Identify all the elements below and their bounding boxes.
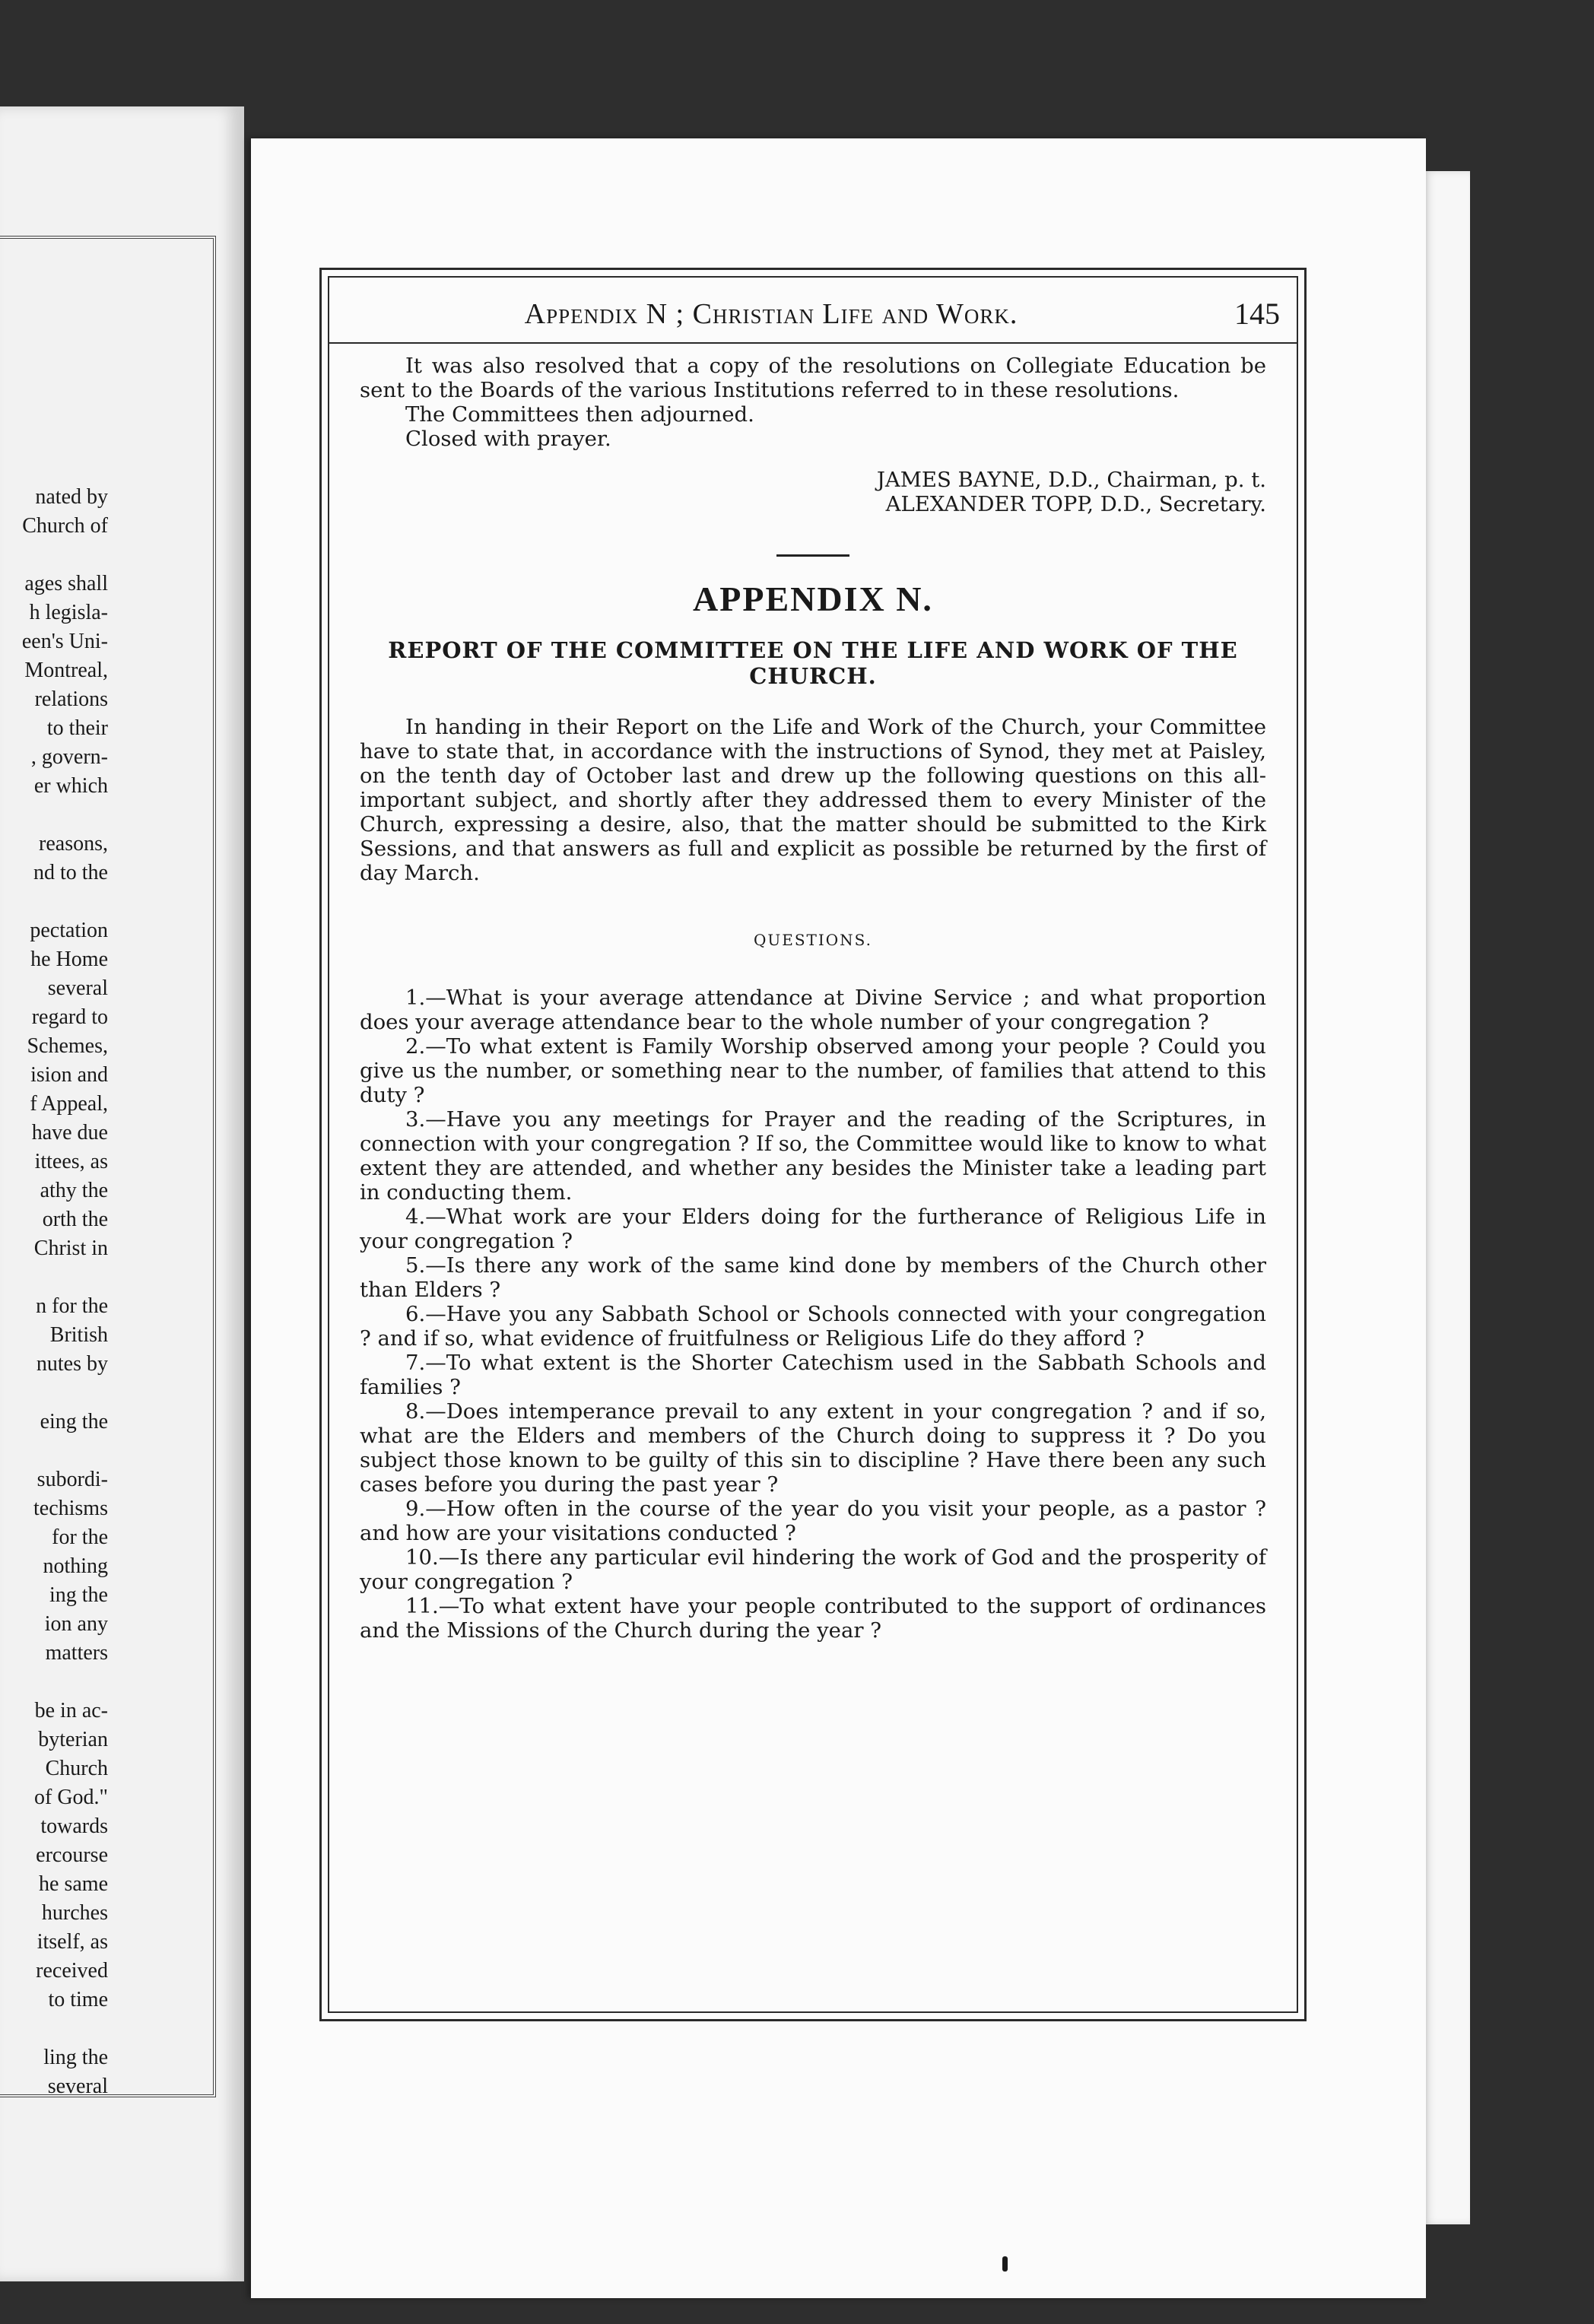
question-item: 4.—What work are your Elders doing for the furtherance of Religious Life in your congregation ? (360, 1205, 1266, 1253)
left-page-line: British (49, 1323, 108, 1347)
left-page-line: itself, as (37, 1930, 108, 1954)
left-page-line (0, 887, 108, 916)
left-page-line: een's Uni- (21, 630, 108, 653)
prayer-line: Closed with prayer. (405, 427, 611, 451)
left-page-line: ision and (30, 1063, 108, 1087)
left-page-line: orth the (42, 1208, 108, 1231)
page-edge (1422, 171, 1470, 2224)
left-page-line: h legisla- (29, 601, 108, 624)
left-page-line: ages shall (24, 572, 108, 595)
left-page-line: to time (48, 1988, 108, 2011)
section-rule (776, 554, 849, 557)
left-facing-page (0, 106, 244, 2281)
report-title: REPORT OF THE COMMITTEE ON THE LIFE AND WORK OF THE CHURCH. (388, 637, 1238, 689)
left-page-line: Church (45, 1757, 108, 1780)
running-title: Appendix N ; Christian Life and Work. (524, 298, 1018, 330)
question-item: 10.—Is there any particular evil hindering the work of God and the prosperity of your congregation ? (360, 1545, 1266, 1594)
left-page-line: ling the (43, 2046, 108, 2069)
left-page-line: athy the (40, 1179, 108, 1202)
ink-fleck (1002, 2256, 1008, 2272)
left-page-line: several (47, 2075, 108, 2098)
left-page-line: ittees, as (34, 1150, 108, 1173)
left-page-line (0, 1379, 108, 1408)
adjourned-line: The Committees then adjourned. (405, 402, 754, 427)
left-page-text (0, 483, 108, 2101)
left-page-line: techisms (33, 1497, 108, 1520)
left-page-line: for the (52, 1526, 108, 1549)
left-page-line: Montreal, (24, 659, 108, 682)
left-page-line (0, 2014, 108, 2043)
left-page-line: nd to the (33, 861, 108, 884)
left-page-line (0, 1263, 108, 1292)
left-page-line: n for the (36, 1294, 108, 1318)
appendix-title: APPENDIX N. (693, 579, 933, 618)
left-page-line: nutes by (36, 1352, 108, 1376)
left-page-line: er which (33, 774, 108, 798)
left-page-line: ion any (44, 1612, 108, 1636)
left-page-line: Church of (22, 514, 108, 538)
page-content (360, 354, 1266, 1643)
left-page-line (0, 541, 108, 570)
left-page-line: several (47, 976, 108, 1000)
left-page-line: Schemes, (27, 1034, 108, 1058)
question-item: 11.—To what extent have your people contributed to the support of ordinances and the Missions of the Church during the year ? (360, 1594, 1266, 1643)
left-page-line: relations (34, 687, 108, 711)
questions-heading: QUESTIONS. (753, 931, 873, 949)
left-page-line: byterian (38, 1728, 108, 1751)
left-page-line (0, 801, 108, 830)
page-border-outer (319, 268, 1307, 2021)
question-item: 3.—Have you any meetings for Prayer and the reading of the Scriptures, in connection with your congregation ? If so, the Committee would like to know to what extent they are attended, and whether any besides the Minister take a leading part in conducting them. (360, 1107, 1266, 1205)
question-item: 2.—To what extent is Family Worship observed among your people ? Could you give us the number, or something near to the number, of families that attend to this duty ? (360, 1034, 1266, 1107)
left-page-line: f Appeal, (30, 1092, 108, 1116)
left-page-line: eing the (40, 1410, 108, 1433)
left-page-line: to their (46, 716, 108, 740)
signature-chairman: JAMES BAYNE, D.D., Chairman, p. t. (876, 468, 1266, 492)
signatures (360, 468, 1266, 516)
left-page-line: ercourse (36, 1843, 108, 1867)
resolution-paragraph: It was also resolved that a copy of the resolutions on Collegiate Education be sent to the Boards of the various Institutions referred to in these resolutions. (360, 354, 1266, 402)
question-item: 1.—What is your average attendance at Divine Service ; and what proportion does your average attendance bear to the whole number of your congregation ? (360, 986, 1266, 1034)
signature-secretary: ALEXANDER TOPP, D.D., Secretary. (885, 492, 1266, 516)
left-page-line: he Home (30, 948, 108, 971)
left-page-line (0, 1668, 108, 1697)
left-page-line: ing the (49, 1583, 108, 1607)
left-page-line: regard to (31, 1005, 108, 1029)
report-body: In handing in their Report on the Life and Work of the Church, your Committee have to state that, in accordance with the instructions of Synod, they met at Paisley, on the tenth day of October last and drew up the following questions on this all-important subject, and shortly after they addressed them to every Minister of the Church, expressing a desire, also, that the matter should be submitted to the Kirk Sessions, and that answers as full and explicit as possible be returned by the first of day March. (360, 715, 1266, 885)
left-page-line: Christ in (33, 1237, 108, 1260)
running-header (329, 278, 1297, 344)
question-item: 5.—Is there any work of the same kind done by members of the Church other than Elders ? (360, 1253, 1266, 1302)
left-page-line: of God." (34, 1786, 108, 1809)
left-page-line: pectation (30, 919, 108, 942)
page-border-inner (328, 276, 1298, 2013)
left-page-line: , govern- (30, 745, 108, 769)
question-item: 7.—To what extent is the Shorter Catechism used in the Sabbath Schools and families ? (360, 1351, 1266, 1399)
question-item: 8.—Does intemperance prevail to any extent in your congregation ? and if so, what are the Elders and members of the Church doing to suppress it ? Do you subject those known to be guilty of this sin to discipline ? Have there been any such cases before you during the past year ? (360, 1399, 1266, 1497)
book-page (251, 138, 1426, 2298)
question-item: 9.—How often in the course of the year do you visit your people, as a pastor ? and how are your visitations conducted ? (360, 1497, 1266, 1545)
left-page-line: have due (31, 1121, 108, 1145)
questions-list (360, 986, 1266, 1643)
left-page-line: nated by (35, 485, 108, 509)
left-page-line: received (36, 1959, 108, 1983)
question-item: 6.—Have you any Sabbath School or Schools connected with your congregation ? and if so, what evidence of fruitfulness or Religious Life do they afford ? (360, 1302, 1266, 1351)
left-page-line: matters (45, 1641, 108, 1665)
left-page-line: hurches (41, 1901, 108, 1925)
left-page-line: reasons, (39, 832, 108, 856)
page-number: 145 (1234, 297, 1280, 331)
left-page-line: towards (40, 1814, 108, 1838)
left-page-line (0, 1437, 108, 1465)
left-page-line: he same (39, 1872, 108, 1896)
left-page-line: nothing (43, 1554, 108, 1578)
left-page-line: be in ac- (34, 1699, 108, 1722)
left-page-line: subordi- (37, 1468, 108, 1491)
